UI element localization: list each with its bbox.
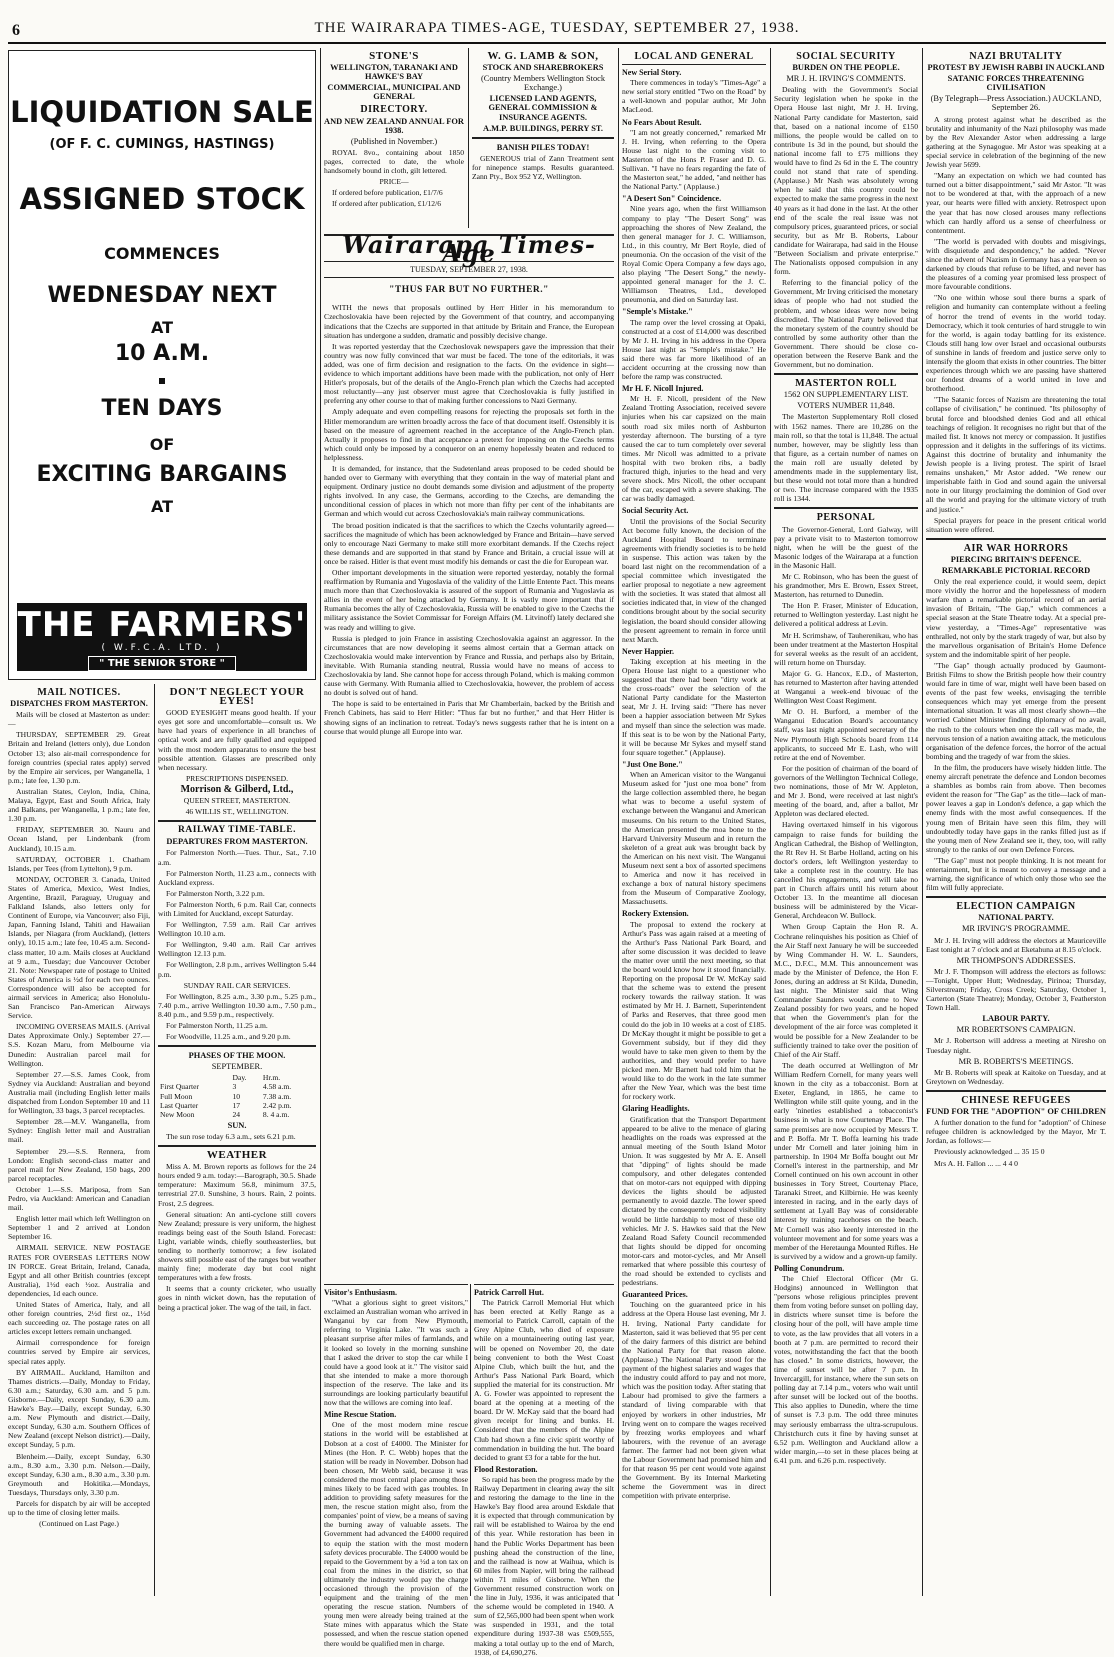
election-sub: MR IRVING'S PROGRAMME. — [961, 924, 1071, 934]
election-sub: LABOUR PARTY. — [982, 1014, 1050, 1024]
divider — [324, 277, 614, 278]
item-heading: "Semple's Mistake." — [622, 307, 693, 317]
social-text: Dealing with the Government's Social Security legislation when he spoke in the Opera House last night, Mr J. H. Irving, National Party candidate for Masterton, said that, based on a national income of £150 millions, the people would be called on to contribute 1s 3d in the pound, but should the national income fall to £75 millions they would have to find 2s 6d in the £. The country could not stand that rate of spending. (Applause.) Mr Nash was absolutely wrong when he said that this country could be expected to make the same progress in the next 40 years as it had done in the last. At the other end of the scale the real issue was not compulsory prices, guaranteed prices, or social security, but as Mr B. Roberts, Labour candidate for Wairarapa, had said in the House "Between Socialism and private enterprise." The Nationalists opposed compulsion in any form. — [774, 85, 918, 277]
item-text: Mr H. F. Nicoll, president of the New Zealand Trotting Association, received severe injuries when his car capsized on the main south road six miles north of Ashburton yesterday afternoon. The bursting of a tyre caused the car to turn completely over several times. Mr Nicoll was admitted to a private hospital with two broken ribs, a badly fractured thigh, injuries to the head and very severe shock. Mrs Nicoll, the other occupant of the car, escaped with a severe shaking. The car was badly damaged. — [622, 394, 766, 504]
moon-time: 8. 4 a.m. — [262, 1109, 290, 1119]
weather-text: General situation: An anti-cyclone still covers New Zealand; pressure is very uniform, the highest readings being east of the South Island. Forecast: Light, variable winds, chiefly southeasterlies, but tending to northerly tomorrow; a few isolated showers still possible east of the ranges but weather mainly fine; moderate day but cool night temperatures with a few frosts. — [158, 1209, 316, 1283]
column-divider — [618, 48, 619, 1596]
air-text: Only the real experience could, it would seem, depict more vividly the horror and the hopelessness of modern warfare than a remarkable pictorial record of an aerial invasion of Britain, "The Gap," which commences a special season at the State Theatre today. At a special pre-view yesterday, a "Times-Age" representative was enthralled, not only by the stark tragedy of war, but also by the marvellous organisation of Britain's Home Defence system and the indomitable spirit of her people. — [926, 577, 1106, 659]
table-row — [158, 1110, 316, 1119]
lamb-advert — [472, 48, 614, 228]
mail-text: September 28.—M.V. Wanganella, from Sydney: English letter mail and Australian mail. — [8, 1117, 150, 1145]
editorial-paragraph: It is demanded, for instance, that the Sudetenland areas proposed to be ceded should be handed over to Germany with everything that they contain in the way of material plant and equipment. Ordinary justice no doubt demands some division and adjustment of the property rights involved. In any case, the Germans, according to the Czechs, are demanding the unconditional cession of places in which not more than fifty per cent of the inhabitants are German and which would cut across Czechoslovakia's main railway communications. — [324, 463, 614, 519]
item-heading: Rockery Extension. — [622, 909, 689, 919]
nazi-heading: NAZI BRUTALITY — [969, 51, 1063, 62]
item-heading: Patrick Carroll Hut. — [474, 1288, 544, 1297]
ad-of: OF — [149, 435, 175, 454]
railway-text: For Palmerston North, 11.23 a.m., connects with Auckland express. — [158, 868, 316, 887]
store-name: THE FARMERS' — [17, 605, 307, 645]
column-divider — [922, 48, 923, 1596]
editorial-heading: "THUS FAR BUT NO FURTHER." — [389, 285, 549, 296]
mail-text: October 1.—S.S. Mariposa, from San Pedro, via Auckland: American and Canadian mail. — [8, 1184, 150, 1213]
stones-sub: DIRECTORY. — [360, 104, 428, 116]
ad-wednesday: WEDNESDAY NEXT — [47, 283, 277, 308]
nazi-text: "The world is pervaded with doubts and misgivings, with disquietude and despondency," he added. "Never since the advent of Nazism in Germany has a year been so darkened by clouds that refuse to be lifted, and never has the pleasures of a coming year promised less prospect of more favourable conditions. — [926, 236, 1106, 292]
nazi-text: "The Satanic forces of Nazism are threatening the total collapse of civilisation," he continued. "Its philosophy of brutal force and bloodshed denies God and all ethical teachings of religion. It recognises no right but that of the mailed fist. It knows not mercy or compassion. It justifies oppression and it delights in the sufferings of its victims. Against this doctrine of brutality and inhumanity the Jewish people is a living protest. The spirit of Israel remains unshaken," Mr Astor added. "We renew our imperishable faith in God and sound again the universal note in our liturgy proclaiming the dominion of God over all the world and praying for the ultimate victory of truth and justice." — [926, 395, 1106, 514]
eyes-text: GOOD EYESIGHT means good health. If your eyes get sore and uncomfortable—consult us. We have had years of experience in all branches of optical work and are fully qualified and equipped with the most modern apparatus to ensure the best possible attention. Glasses are prescribed only when necessary. — [158, 708, 316, 772]
ad-assigned-stock: ASSIGNED STOCK — [19, 182, 305, 216]
railway-text: For Palmerston North.—Tues. Thur., Sat., 7.10 a.m. — [158, 848, 316, 867]
air-text: In the film, the producers have wisely hidden little. The enemy aircraft penetrate the defence and London becomes a shambles as bombs rain from above. Then becomes evident the reason for "The Gap" as the title—lack of man-power leaves a gap in London's defence, a gap which the enemy finds with the most awful consequences. If the young men of Britain have seen this film, they will undoubtedly today have gaps in the ranks filled just as if the young men of New Zealand see it, they, too, will rally strongly to the ranks of our own Defence Forces. — [926, 762, 1106, 854]
eyes-heading: DON'T NEGLECT YOUR EYES! — [169, 686, 305, 708]
item-heading: No Fears About Result. — [622, 117, 702, 127]
election-sub: MR ROBERTSON'S CAMPAIGN. — [956, 1025, 1076, 1035]
lamb-sub: LICENSED LAND AGENTS, GENERAL COMMISSION & INSURANCE AGENTS. — [488, 94, 598, 122]
mail-text: THURSDAY, SEPTEMBER 29. Great Britain and Ireland (letters only), due London October 13; also air-mail correspondence for foreign countries (special rates apply) served by the Empire air services, per Wanganella, 1 p.m.; late fee, 1.30 p.m. — [8, 730, 150, 785]
item-text: The ramp over the level crossing at Opaki, constructed at a cost of £14,000 was described by Mr J. H. Irving in his address in the Opera House last night as "Semple's mistake." He said there was far more likelihood of an accident occurring at the crossing now than before the ramp was constructed. — [622, 317, 766, 382]
stones-text: PRICE— — [379, 177, 409, 187]
piles-heading: BANISH PILES TODAY! — [496, 142, 590, 152]
item-heading: Never Happier. — [622, 646, 674, 656]
personal-text: For the position of chairman of the board of governors of the Wellington Technical College, two nominations, those of Mr W. Appleton, and Mr J. Bond, were received at last night's meeting of the board, and, after a ballot, Mr Appleton was declared elected. — [774, 763, 918, 819]
item-heading: "A Desert Son" Coincidence. — [622, 194, 722, 204]
refugees-text: A further donation to the fund for "adoption" of Chinese refugee children is acknowledged by the Mayor, Mr T. Jordan, as follows:— — [926, 1118, 1106, 1146]
item-heading: Flood Restoration. — [474, 1464, 538, 1474]
item-text: Taking exception at his meeting in the Opera House last night to a questioner who suggested that there had been "dirty work at the cross-roads" over the selection of the National Party candidate for the Masterton seat, Mr J. H. Irving said: "There has never been a happier association between Mr Sykes and myself than since the selection was made. If this seat is to be won by the National Party, it will be because Mr Sykes and myself stand four square together." (Applause). — [622, 656, 766, 757]
air-sub: PIERCING BRITAIN'S DEFENCE. — [950, 554, 1082, 564]
weather-heading: WEATHER — [206, 1149, 268, 1162]
social-security-column — [774, 48, 918, 1596]
moon-phase: New Moon — [160, 1109, 195, 1119]
item-heading: Visitor's Enthusiasm. — [324, 1288, 398, 1297]
editorial — [324, 230, 614, 1280]
personal-text: When Group Captain the Hon R. A. Cochrane relinquishes his position as Chief of the Air Staff next January he will be succeeded by Wing Commander H. W. L. Saunders, M.C., D.F.C., M.M. This announcement was made by the Minister of Defence, the Hon F. Jones, during an address at St Kilda, Dunedin, last night. The Minister said that Wing Commander Saunders would come to New Zealand possibly for two years, and he hoped that when the Government's plan for the development of the air force was completed it would be possible for a New Zealander to be sufficiently trained to take over the position of Chief of the Air Staff. — [774, 922, 918, 1059]
personal-text: The death occurred at Wellington of Mr William Redfern Cornell, for many years well known in the city as a tobacconist. Born at Exeter, England, in 1865, he came to Wellington while still quite young, and in the early 'nineties established a tobacconist's business in what is now Courtenay Place. The same premises are now occupied by Messrs T. and P. Boffa. Mr T. Boffa learning his trade under Mr Cornell and later joining him in partnership. In 1904 Mr Boffa bought out Mr Cornell's interest in the partnership, and Mr Cornell continued on his own account in other businesses in Tory Street, Courtenay Place, Taranaki Street, and Kilbirnie. He was keenly interested in racing, and in the early days of settlement at Lyall Bay was of considerable interest by training racehorses on the beach. Mr Cornell was also keenly interested in the volunteer movement and for some years was a member of the Heretaunga Mounted Rifles. He is survived by a widow and a grown-up family. — [774, 1060, 918, 1261]
nazi-text: "Many an expectation on which we had counted has turned out a bitter disappointment," said Mr Astor. "It was not to be wondered at that, with the approach of a new year, our hearts were filled with anxiety. Retrospect upon the year that has now closed arouses many reflections which can hardly afford us a sense of cheerfulness or contentment. — [926, 171, 1106, 235]
election-text: Mr J. F. Thompson will address the electors as follows:—Tonight, Upper Hutt; Wednesday, Pirinoa; Thursday, Silverstream; Friday, Cross Creek; Saturday, October 1, Carterton (State Theatre); Monday, October 3, Featherston Town Hall. — [926, 966, 1106, 1013]
moon-time: 4.58 a.m. — [262, 1082, 292, 1092]
roll-sub: VOTERS NUMBER 11,848. — [797, 401, 895, 411]
divider — [926, 1090, 1106, 1092]
stones-heading: STONE'S — [369, 50, 419, 62]
personal-text: Mr H. Scrimshaw, of Tauherenikau, who has been under treatment at the Masterton Hospital for several weeks as the result of an accident, will return home on Thursday. — [774, 630, 918, 667]
item-text: "I am not greatly concerned," remarked Mr J. H. Irving, when referring to the Opera House last night to the coming visit to Masterton of the Hons P. Fraser and D. G. Sullivan. "I have no fears regarding the fate of the Masterton seat," he added, "and neither has the National Party." (Applause.) — [622, 127, 766, 192]
item-text: The Patrick Carroll Memorial Hut which has been erected at Kelly Range as a memorial to Patrick Carroll, captain of the Grey Alpine Club, who died of exposure while on a mountaineering outing last year, will be opened on November 20, the date being convenient to both the West Coast Alpine Club, which built the hut, and the Arthur's Pass National Park Board, which supplied the material for its construction. Mr A. G. Fowler was appointed to represent the board at the opening at a meeting of the board. Dr W. McKay said that the board had given receipt for lining and bunks. H. Considered that the members of the Alpine Club had shown a fine civic spirit worthy of commendation in building the hut. The board decided to grant £3 for a table for the hut. — [474, 1298, 614, 1462]
mail-text: Parcels for dispatch by air will be accepted up to the time of closing letter mails. — [8, 1498, 150, 1518]
divider — [158, 820, 316, 822]
table-row — [158, 1101, 316, 1110]
mail-notices — [8, 684, 150, 1596]
stones-directory-advert — [324, 48, 464, 228]
divider — [926, 896, 1106, 898]
item-heading: Social Security Act. — [622, 506, 689, 516]
table-row — [158, 1073, 316, 1082]
item-text: So rapid has been the progress made by the Railway Department in clearing away the silt and restoring the damage to the line in the Hawke's Bay flood area around Eskdale that it is expected that through communication by rail will be established to Wairoa by the end of this year. While restoration has been in hand the Public Works Department has been pushing ahead the construction of the line, and the railhead is now at Waihua, which is 60 miles from Napier, will bring the railhead within 71 miles of Gisborne. When the Government resumed construction work on the line in July, 1936, it was anticipated that the scheme would be completed in 1940. A sum of £2,565,000 had been spent when work was suspended in 1931, and the total expenditure during 1937-38 was £509,555, making a total outlay up to the end of March, 1938, of £4,690,276. — [474, 1474, 614, 1657]
personal-text: Having overtaxed himself in his vigorous campaign to raise funds for building the Anglican Cathedral, the Bishop of Wellington, the Rt Rev H. St Barbe Holland, acting on his doctor's orders, left Wellington yesterday to take a complete rest in the country. He has cancelled his engagements, and will take no part in Church affairs until his return about October 13. In the meantime all diocesan business will be administered by the Vicar-General, Archdeacon W. Bullock. — [774, 820, 918, 921]
item-heading: "Just One Bone." — [622, 759, 683, 769]
railway-text: For Palmerston North, 11.25 a.m. — [166, 1021, 268, 1030]
table-header: Day. — [232, 1073, 247, 1083]
election-text: Mr J. H. Irving will address the electors at Mauriceville East tonight at 7 o'clock and at Eketahuna at 8.15 o'clock. — [926, 935, 1106, 954]
masthead-rule — [8, 42, 1106, 44]
weather-text: Miss A. M. Brown reports as follows for the 24 hours ended 9 a.m. today:—Barograph, 30.5. Shade temperature: Maximum 56.8, minimum 37.5, terrestrial 27.0. Sunshine, 3 hours. Rain, 2 points. Frost, 2.5 degrees. — [158, 1162, 316, 1208]
ad-ten-days: TEN DAYS — [101, 396, 223, 421]
item-text: Touching on the guaranteed price in his address at the Opera House last evening, Mr J. H. Irving, National Party candidate for Masterton, said it was believed that 95 per cent of the dairy farmers of this district are behind the National Party for that reason alone. (Applause.) The National Party stood for the payment of the highest salaries and wages that the industry could afford to pay and not more, which was the position today. After stating that Labour had promised to give the farmers a standard of living comparable with that enjoyed by workers in other industries, Mr Irving went on to compare the wages received by freezing works employees and wharf labourers, with the revenue of an average farmer. The farmer had not been given what the Labour Government had promised him and for that reason 95 per cent would vote against the Government. By its Internal Marketing scheme the Government was in direct competition with private enterprise. — [622, 1300, 766, 1501]
sun-heading: SUN. — [227, 1120, 247, 1130]
mail-text: Mails will be closed at Masterton as under:— — [8, 710, 150, 729]
item-heading: Polling Conundrum. — [774, 1263, 845, 1273]
personal-text: Mr O. H. Burford, a member of the Wanganui Education Board's accountancy staff, was last night appointed secretary of the New Plymouth High Schools board from 114 applicants, to succeed Mr E. Lash, who will retire at the end of November. — [774, 707, 918, 762]
railway-text: For Palmerston North, 3.22 p.m. — [166, 888, 265, 898]
election-sub: NATIONAL PARTY. — [978, 913, 1054, 923]
table-row — [158, 1082, 316, 1091]
mail-text: AIRMAIL SERVICE. NEW POSTAGE RATES FOR OVERSEAS LETTERS NOW IN FORCE. Great Britain, Ireland, Canada, Egypt and all other British countries (except Australia), 1½d each ½oz. Australia and dependencies, 1d each ounce. — [8, 1243, 150, 1298]
railway-text: For Wellington, 9.40 a.m. Rail Car arrives Wellington 12.13 p.m. — [158, 940, 316, 959]
lamb-heading: W. G. LAMB & SON, — [487, 50, 599, 62]
air-text: "The Gap" must not people thinking. It is not meant for entertainment, but it is meant to convey a message and a warning, the significance of which only those who see the film will fully appreciate. — [926, 855, 1106, 893]
optician-address: QUEEN STREET, MASTERTON. — [183, 796, 291, 806]
column-divider — [770, 48, 771, 1596]
lamb-sub: A.M.P. BUILDINGS, PERRY ST. — [483, 123, 603, 133]
item-text: The Chief Electoral Officer (Mr G. Hodgins) announced in Wellington that "persons whose religious principles prevent them from voting before sunset on polling day, in districts where sunset time is before the closing hour of the poll, will have ample time to vote, as the law provides that all voters in a booth at 7 p.m. are permitted to record their votes, notwithstanding the fact that the booth has closed." In some districts, however, the time of sunset will be after 7 p.m. In Invercargill, for instance, where the sun sets on polling day at 7.14 p.m., voters who wait until after sunset will be locked out of the booths. This also applies to Dunedin, where the time of sunset is 7.3 p.m. The odd three minutes may seriously embarrass the ultra-scrupulous. Christchurch cuts it fine by having sunset at 6.52 p.m. Wellington and Auckland allow a wider margin,—to set in these places being at 6.41 p.m. and 6.26 p.m. respectively. — [774, 1274, 918, 1465]
mail-text: FRIDAY, SEPTEMBER 30. Nauru and Ocean Island, per Lindenbank (from Auckland), 10.15 a.m. — [8, 825, 150, 853]
railway-text: For Woodville, 11.25 a.m., and 9.20 p.m. — [166, 1032, 291, 1042]
moon-time: 2.42 p.m. — [262, 1100, 292, 1110]
ad-at: AT — [150, 318, 174, 337]
divider — [622, 64, 766, 65]
editorial-paragraph: The broad position indicated is that the sacrifices to which the Czechs voluntarily agreed—sacrifices the magnitude of which has been acknowledged by France and Britain—have served only to encourage Nazi Germany to make still more exorbitant demands. If the Czechs reject these demands and are supported in that stand by France and Britain, a crucial issue will at once be raised. Hitler is that event must modify his demands or cast the die for European war. — [324, 520, 614, 566]
item-text: The proposal to extend the rockery at Arthur's Pass was again raised at a meeting of the Arthur's Pass National Park Board, and after some discussion it was decided to leave the matter over until the next meeting, so that the board would know how it stood financially. Reporting on the proposal Dr W. McKay said that the scheme was to extend the present rockery towards the railway station. It was estimated by Mr H. J. Barnett, Superintendent of Parks and Reserves, that three good men could do the job in 10 weeks at a cost of £185. Dr McKay thought it might be possible to get a Government subsidy, but if they did they would have to take men given to them by the authorities, and they would prefer to have picked men. Mr Barnett had told him that he would like to do the work in the late summer after the New Year, which was the best time for rockery work. — [622, 919, 766, 1102]
nazi-text: A strong protest against what he described as the brutality and inhumanity of the Nazi philosophy was made by the Rev Alexander Astor when addressing a large gathering at the Synagogue. Mr Astor was speaking at a special service in celebration of the beginning of the new Jewish year 5699. — [926, 114, 1106, 170]
nazi-sub: (By Telegraph—Press Association.) AUCKLAND, September 26. — [930, 94, 1102, 113]
moon-month: SEPTEMBER. — [211, 1062, 263, 1072]
mail-text: September 29.—S.S. Rennera, from London: English second-class matter and parcel mail for New Zealand, 150 bags, 200 parcel receptacles. — [8, 1146, 150, 1183]
eyes-text: PRESCRIPTIONS DISPENSED. — [185, 773, 289, 783]
mail-text: September 27.—S.S. James Cook, from Sydney via Auckland: Australian and beyond Australia mail (including English letter mails dispatched from London September 10 and 11 for Wellington, 33 bags, 3 parcel receptacles. — [8, 1069, 150, 1116]
moon-day: 3 — [232, 1082, 237, 1092]
dateline: TUESDAY, SEPTEMBER 27, 1938. — [410, 265, 528, 275]
masthead-title: THE WAIRARAPA TIMES-AGE, TUESDAY, SEPTEMBER 27, 1938. — [314, 20, 800, 36]
moon-table — [158, 1073, 316, 1118]
personal-heading: PERSONAL — [816, 512, 876, 524]
item-heading: New Serial Story. — [622, 68, 682, 78]
column-divider — [470, 1284, 471, 1596]
editorial-paragraph: Russia is pledged to join France in assisting Czechoslovakia against an aggressor. In the circumstances that are now developing it seems almost certain that a German attack on Czechoslovakia would make intervention by France and Russia, and perhaps also by Britain, inevitable. With Rumania standing neutral, Russia would have no means of access to Czechoslovakia by land. She cannot hope for access through Poland, which is making common cause with Germany. With Rumania allied to Czechoslovakia, however, the problem of access no doubt is solved out of hand. — [324, 633, 614, 698]
election-text: Mr J. Robertson will address a meeting at Niresho on Tuesday night. — [926, 1036, 1106, 1055]
local-heading: LOCAL AND GENERAL — [634, 51, 754, 62]
election-sub: MR B. ROBERTS'S MEETINGS. — [958, 1056, 1074, 1066]
stones-text: If ordered after publication, £1/12/6 — [332, 199, 442, 209]
ad-at-2: AT — [150, 497, 174, 516]
moon-phase: First Quarter — [160, 1082, 200, 1092]
mail-text: INCOMING OVERSEAS MAILS. (Arrival Dates Approximate Only.) September 27.—S.S. Kozan Maru, from Melbourne via Dunedin: Australian parcel mail for Wellington. — [8, 1022, 150, 1068]
nazi-sub: PROTEST BY JEWISH RABBI IN AUCKLAND — [927, 63, 1105, 73]
item-heading: Glaring Headlights. — [622, 1104, 690, 1114]
editorial-paragraph: WITH the news that proposals outlined by Herr Hitler in his memorandum to Czechoslovakia have been rejected by the Government of that country, and accompanying indications that the Czechs are supported in that attitude by Britain and France, the European situation has undergone a sudden, dramatic and possibly decisive change. — [324, 303, 614, 340]
social-heading: SOCIAL SECURITY — [796, 51, 896, 62]
nazi-text: "No one within whose soul there burns a spark of religion and humanity can contemplate without a feeling of horror the trend of events in the world today. Democracy, which it took centuries of hard struggle to win for the world, is again today battling for its existence. Clouds still hang low over Israel and occasional outbursts of sunshine in lands of freedom and justice serve only to intensify the gloom that exists in other countries. The bitter experiences through which we are passing have shattered our fondest dreams of a world united in love and brotherhood. — [926, 293, 1106, 394]
moon-phase: Last Quarter — [160, 1100, 199, 1110]
mail-text: United States of America, Italy, and all other foreign countries, 2½d first oz., 1½d each succeeding oz. The postage rates on all articles except letters remain unchanged. — [8, 1300, 150, 1337]
stones-sub: WELLINGTON, TARANAKI AND HAWKE'S BAY — [330, 63, 458, 82]
item-text: Gratification that the Transport Department appeared to be alive to the menace of glaring headlights on the roads was expressed at the annual meeting of the South Island Motor Union. It was suggested by Mr A. E. Ansell that "dipping" of lights should be made compulsory, and other delegates contended that on motor-cars not equipped with dipping devices the lights should be adjusted permanently to avoid dazzle. The lower speed dictated by the consequently reduced visibility would be little hardship to most of these old vehicles. Mr J. S. Hawkes said that the New Zealand Road Safety Council recommended that lights should be dipped for oncoming motor-cars and motor-cycles, and Mr Ansell remarked that where possible this courtesy of the road should be extended to cyclists and pedestrians. — [622, 1114, 766, 1288]
ad-commences: COMMENCES — [104, 244, 220, 263]
ad-time: 10 A.M. — [114, 341, 210, 366]
small-notices-column — [158, 684, 316, 1596]
store-tagline: " THE SENIOR STORE " — [88, 656, 236, 671]
mail-text: MONDAY, OCTOBER 3. Canada, United States of America, Mexico, West Indies, Argentine, Brazil, Paraguay, Uruguay and Falkland Islands, also letters only for Continent of Europe, via Vancouver; also Fiji, Japan, Fanning Island, Tahiti and Hawaiian Islands, per Niagara (from Auckland), (letters only), 10.15 a.m.; late fee, 10.45 a.m. Second-class matter, 10 a.m. Mails closes at Auckland at 9 a.m., Tuesday; due Vancouver October 21. Note: Newspaper rate of postage to United States of America is ½d for each two ounces. Correspondence will also be accepted for airmail services in America; also Honolulu-San Francisco Pan-American Airways Service. — [8, 874, 150, 1021]
editorial-paragraph: Other important developments in the situation were reported yesterday, notably the formal reaffirmation by Rumania and Yugoslavia of the validity of the Little Entente Pact. This means much more than that Czechoslovakia is assured of the support of Rumania and Yugoslavia as allies in the event of her being attacked by Germany. It is vastly more important that if Rumania becomes the ally of Czechoslovakia, Russia will be enabled to give to the Czechs the military assistance the Soviet Commissar for Foreign Affairs (M. Litvinoff) lately declared she was ready and willing to give. — [324, 568, 614, 632]
stones-sub: (Published in November.) — [350, 136, 438, 146]
optician-address: 46 WILLIS ST., WELLINGTON. — [185, 807, 289, 817]
editorial-paragraph: It was reported yesterday that the Czechoslovak newspapers gave the impression that their country was now fully convinced that war must be faced. The tone of the editorials, it was added, was one of firm decision and resignation to the facts. On the evidence in sight—evidence to which important additions have been made with the publication, not only of Herr Hitler's proposals, but of the details of the Anglo-French plan which the Czechs had accepted most reluctantly—any just observer must agree that Czechoslovakia is fully justified in preferring any other course to that of making further concessions to Nazi Germany. — [324, 341, 614, 406]
election-heading: ELECTION CAMPAIGN — [956, 901, 1076, 913]
mail-text: English letter mail which left Wellington on September 1 and 2 arrived at London September 16. — [8, 1214, 150, 1242]
optician-name: Morrison & Gilberd, Ltd., — [180, 783, 294, 795]
ad-bargains: EXCITING BARGAINS — [36, 462, 288, 487]
weather-text: It seems that a county cricketer, who usually goes in ninth wicket down, has the reputation of being a practical joker. The wag of the tail, in fact. — [158, 1284, 316, 1312]
railway-text: For Wellington, 8.25 a.m., 3.30 p.m., 5.25 p.m., 7.40 p.m., arrive Wellington 10.30 a.m., 7.50 p.m., 8.40 p.m., and 9.59 p.m., respectively. — [158, 991, 316, 1019]
railway-text: For Palmerston North, 6 p.m. Rail Car, connects with Limited for Auckland, except Saturday. — [158, 899, 316, 918]
social-text: Referring to the financial policy of the Government, Mr Irving criticised the monetary ideas of people who had not studied the problem, and whose ideas were now being discredited. The National Party believed that the monetary system of the country should be controlled by some authority other than the Government. There should be close co-operation between the Reserve Bank and the Government, but no domination. — [774, 278, 918, 370]
moon-time: 7.38 a.m. — [262, 1091, 292, 1101]
divider — [158, 1045, 316, 1047]
personal-text: Mr C. Robinson, who has been the guest of his grandmother, Mrs E. Brown, Essex Street, Masterton, has returned to Dunedin. — [774, 571, 918, 600]
stones-text: If ordered before publication, £1/7/6 — [332, 188, 443, 198]
social-sub: BURDEN ON THE PEOPLE. — [792, 63, 900, 73]
air-text: "The Gap" though actually produced by Gaumont-British Films to show the British people how their country would fare in time of war, might well have been based on events of the past few weeks, envisaging the terrible consequences which may yet emerge from the present international situation. It was all most clearly shown—the worried Cabinet Minister finding diplomacy of no avail, the rush to the colours when once the call was made, the nervous tension of a nation awaiting attack, the meticulous organisation of the defence forces, the horror of the actual bombing and the tragedy of war from the skies. — [926, 660, 1106, 761]
air-war-heading: AIR WAR HORRORS — [963, 542, 1069, 554]
item-heading: Mine Rescue Station. — [324, 1410, 397, 1420]
mail-text: Australian States, Ceylon, India, China, Malaya, Egypt, East and South Africa, Italy and Balkans, per Wanganella, 1 p.m.; late fee, 1.30 p.m. — [8, 786, 150, 824]
column-divider — [468, 48, 469, 228]
item-heading: Mr H. F. Nicoll Injured. — [622, 384, 704, 394]
moon-phase: Full Moon — [160, 1091, 193, 1101]
refugees-row: Previously acknowledged ... 35 15 0 — [934, 1147, 1045, 1157]
store-company: ( W.F.C.A. LTD. ) — [101, 643, 223, 653]
item-text: "What a glorious sight to greet visitors," exclaimed an Australian woman who arrived in Wanganui by car from New Plymouth, referring to Virginia Lake. "It was such a pleasant surprise after miles of farmlands, and it looked so lovely in the morning sunshine that I asked the driver to stop the car while I could have a good look at it." The visitor said that she intended to make a more thorough inspection of the reserve. The lake and its surroundings are looking particularly beautiful now that the willows are coming into leaf. — [324, 1298, 468, 1408]
column-divider — [154, 684, 155, 1596]
election-sub: MR THOMPSON'S ADDRESSES. — [956, 955, 1076, 965]
stones-text: ROYAL 8vo., containing about 1850 pages, corrected to date, the whole handsomely bound in cloth, gilt lettered. — [324, 147, 464, 176]
moon-heading: PHASES OF THE MOON. — [188, 1051, 286, 1061]
item-text: When an American visitor to the Wanganui Museum asked for "just one moa bone" from the large collection assembled there, he began what was to become a useful system of exchange between the Wanganui and American museums. On his return to the United States, the American presented the moa bone to the Harvard University Museum and in return the skeleton of a great auk was brought back by the American on his next visit. The Wanganui Museum next sent a box of assorted specimens to America and now it has received in exchange a box of natural history specimens from the Museum of Comparative Zoology, Massachusetts. — [622, 770, 766, 907]
bullet-icon — [159, 378, 165, 384]
editorial-paragraph: The hope is said to be entertained in Paris that Mr Chamberlain, backed by the British and French Cabinets, has said to Herr Hitler: "Thus far but no further," and that Herr Hitler is showing signs of an inclination to retreat. Today's news suggests rather that he is intent on a course that would plunge all Europe into war. — [324, 699, 614, 736]
lamb-sub: STOCK AND SHAREBROKERS — [482, 63, 604, 73]
masthead — [0, 0, 1114, 44]
item-text: Until the provisions of the Social Security Act become fully known, the decision of the Auckland Hospital Board to terminate agreements with friendly societies is to be held in suspense. This action was taken by the board last night on the recommendation of a special committee which investigated the earlier proposal to negotiate a new agreement with the societies. It was stated that almost all societies indicated that, in view of the changed conditions brought about by the social security legislation, the board should consider allowing the present agreement to remain in force until next March. — [622, 516, 766, 644]
mail-text: SATURDAY, OCTOBER 1. Chatham Islands, per Tees (from Lyttelton), 9 p.m. — [8, 854, 150, 873]
personal-text: The Governor-General, Lord Galway, will pay a private visit to to Masterton tomorrow night, when he will be the guest of the Masonic lodges of the Wairarapa at a function in the Masonic Hall. — [774, 524, 918, 570]
stones-sub: COMMERCIAL, MUNICIPAL AND GENERAL — [327, 83, 461, 102]
roll-heading: MASTERTON ROLL — [795, 378, 897, 390]
table-row — [158, 1092, 316, 1101]
election-text: Mr B. Roberts will speak at Kaitoke on Tuesday, and at Greytown on Wednesday. — [926, 1067, 1106, 1086]
moon-day: 17 — [232, 1100, 241, 1110]
editorial-paragraph: Amply adequate and even compelling reasons for rejecting the proposals set forth in the Hitler memorandum are written broadly across the face of that document itself. Ostensibly it is based on the measure of agreement reached in the acceptance of the Anglo-French plan. Actually it proposes to find in that acceptance a pretext for imposing on the Czechs terms which could only be imposed by a conqueror on an enemy hopelessly beaten and reduced to helplessness. — [324, 407, 614, 462]
item-text: Nine years ago, when the first Williamson company to play "The Desert Song" was approaching the shores of New Zealand, the then general manager for J. C. Williamson, Ltd., in this country, Mr Bert Royle, died of pneumonia. On the occasion of the visit of the Royal Comic Opera Company a few days ago, also playing "The Desert Song," the newly-appointed general manager for the J. C. Williamson Theatres, Ltd., developed pneumonia, and died on Saturday last. — [622, 204, 766, 305]
mail-subheading: DISPATCHES FROM MASTERTON. — [10, 699, 148, 709]
divider — [472, 137, 614, 139]
column-divider — [320, 48, 321, 1596]
table-header: Hr.m. — [262, 1073, 281, 1083]
mail-heading: MAIL NOTICES. — [37, 687, 121, 698]
sun-text: The sun rose today 6.3 a.m., sets 6.21 p.m. — [166, 1131, 296, 1141]
stones-sub: AND NEW ZEALAND ANNUAL FOR 1938. — [324, 116, 464, 135]
social-sub: MR J. H. IRVING'S COMMENTS. — [786, 74, 906, 84]
lamb-sub: (Country Members Wellington Stock Exchange.) — [480, 74, 606, 93]
roll-text: The Masterton Supplementary Roll closed with 1562 names. There are 10,286 on the main roll, so that the total is 11,848. The actual number, however, may be slightly less than that figure, as a certain number of names on the main roll are usually deleted by amendments made in the supplementary list, but these would not total more than a hundred or two. The increase compared with the 1935 roll is 1344. — [774, 412, 918, 504]
railway-text: For Wellington, 7.59 a.m. Rail Car arrives Wellington 10.10 a.m. — [158, 920, 316, 939]
railway-text: SUNDAY RAIL CAR SERVICES. — [183, 980, 291, 990]
refugees-heading: CHINESE REFUGEES — [961, 1094, 1071, 1106]
short-items-right — [474, 1284, 614, 1657]
nazi-sub: SATANIC FORCES THREATENING CIVILISATION — [947, 74, 1085, 93]
refugees-row: Mrs A. H. Fallon ... ... 4 4 0 — [934, 1158, 1018, 1168]
roll-sub: 1562 ON SUPPLEMENTARY LIST. — [783, 390, 909, 400]
divider — [774, 373, 918, 375]
air-sub: REMARKABLE PICTORIAL RECORD — [941, 565, 1091, 575]
divider — [926, 538, 1106, 540]
divider — [158, 1145, 316, 1147]
moon-day: 10 — [232, 1091, 241, 1101]
ad-headline: LIQUIDATION SALE — [10, 95, 314, 129]
ad-subline: (OF F. C. CUMINGS, HASTINGS) — [49, 137, 275, 152]
railway-heading: RAILWAY TIME-TABLE. — [178, 825, 296, 836]
railway-text: For Wellington, 2.8 p.m., arrives Wellington 5.44 p.m. — [158, 960, 316, 979]
continued-note: (Continued on Last Page.) — [39, 1519, 119, 1529]
mail-text: Blenheim.—Daily, except Sunday, 6.30 a.m., 8.30 a.m., 3.30 p.m. Nelson.—Daily, except Sunday, 6.30 a.m., 8.30 a.m., 3.30 p.m. Greymouth and Hokitika.—Mondays, Tuesdays, Thursdays only, 3.30 p.m. — [8, 1451, 150, 1497]
liquidation-sale-advert — [8, 50, 316, 680]
item-text: One of the most modern mine rescue stations in the world will be established at Dobson at a cost of £4000. The Minister for Mines (the Hon. P. C. Webb) hopes that the station will be ready in November. Dobson had been chosen, Mr Webb said, because it was considered the most central place among those mines likely to be faced with gas troubles. In addition to providing safety measures for the men, the rescue station might also, from the companies' point of view, be a means of saving the burning away of valuable assets. The Government had advanced the £4000 required to equip the station with the most modern safety devices procurable. The £4000 would be repaid to the Government by a ½d a ton tax on coal from the mines in the district, so that ultimately the industry would pay the charge occasioned through the provision of the equipment and the training of the men operating the rescue station. Numbers of young men were already being trained at the State mines with apparatus which the State possessed, and when the rescue station opened there would be qualified men in charge. — [324, 1420, 468, 1648]
moon-day: 24 — [232, 1109, 241, 1119]
mail-text: Airmail correspondence for foreign countries served by Empire air services, special rates apply. — [8, 1338, 150, 1366]
divider — [774, 507, 918, 509]
item-text: There commences in today's "Times-Age" a new serial story entitled "Two on the Road" by a well-known and popular author, Mr John MacLeod. — [622, 78, 766, 115]
nazi-text: Special prayers for peace in the present critical world situation were offered. — [926, 515, 1106, 534]
item-heading: Guaranteed Prices. — [622, 1290, 688, 1300]
mail-text: BY AIRMAIL. Auckland, Hamilton and Thames districts.—Daily, Monday to Friday, 6.30 a.m.; Saturday, 6.30 a.m. and 5 p.m. Gisborne.—Daily, except Sunday, 6.30 a.m. Hawke's Bay.—Daily, except Sunday, 6.30 a.m. New Plymouth and district.—Daily, except Sunday, 6.30 a.m. Southern Offices of New Zealand (except Nelson district).—Daily, except Sunday, 5 p.m. — [8, 1367, 150, 1450]
news-right-column — [926, 48, 1106, 1596]
personal-text: The Hon P. Fraser, Minister of Education, returned to Wellington yesterday. Last night he delivered a political address at Levin. — [774, 601, 918, 629]
piles-text: GENEROUS trial of Zann Treatment sent for ninepence stamps. Results guaranteed. Zann Pty., Box 952 YZ, Wellington. — [472, 153, 614, 182]
paper-nameplate: Wairarapa Times-Age — [342, 230, 596, 269]
farmers-logo — [17, 603, 307, 671]
personal-text: Major G. G. Hancox, E.D., of Masterton, has returned to Masterton after having attended at Wanganui a week-end bivouac of the Wellington West Coast Regiment. — [774, 668, 918, 706]
short-items-left — [324, 1284, 468, 1648]
railway-subheading: DEPARTURES FROM MASTERTON. — [166, 837, 308, 847]
refugees-sub: FUND FOR THE "ADOPTION" OF CHILDREN — [926, 1107, 1106, 1117]
local-and-general — [622, 48, 766, 1596]
page-number: 6 — [12, 22, 20, 39]
